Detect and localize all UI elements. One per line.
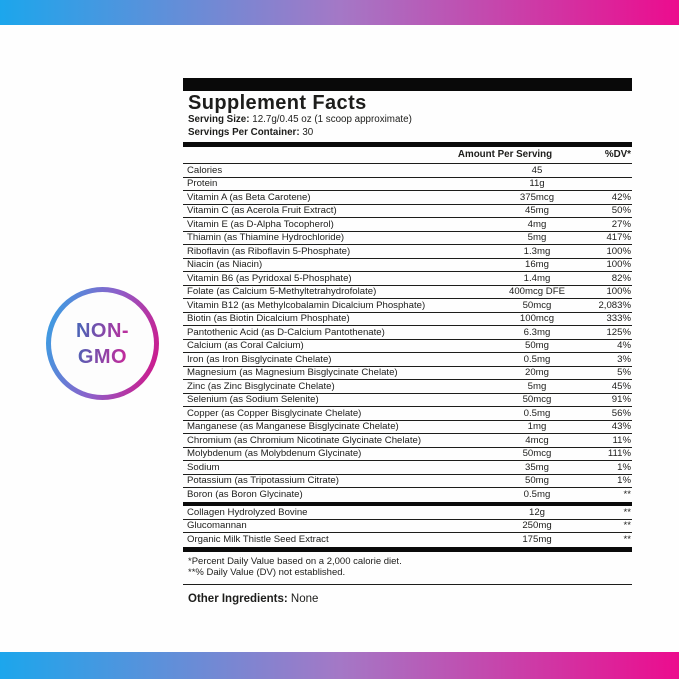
nutrient-amount: 1mg xyxy=(527,421,547,433)
nutrient-amount: 5mg xyxy=(527,380,547,392)
nutrient-name: Iron (as Iron Bisglycinate Chelate) xyxy=(187,353,332,365)
nutrient-amount: 1.3mg xyxy=(523,245,551,257)
header-percent-dv: %DV* xyxy=(604,149,631,161)
panel-top-bar xyxy=(183,78,632,91)
nutrient-name: Glucomannan xyxy=(187,520,247,532)
nutrient-name: Riboflavin (as Riboflavin 5-Phosphate) xyxy=(187,245,351,257)
nutrient-dv: 45% xyxy=(611,380,631,392)
nutrient-amount: 375mcg xyxy=(519,191,555,203)
nutrient-name: Vitamin C (as Acerola Fruit Extract) xyxy=(187,205,337,217)
other-ingredients-label: Other Ingredients: xyxy=(188,592,288,605)
panel-title: Supplement Facts xyxy=(188,92,367,114)
nutrient-dv: 56% xyxy=(611,407,631,419)
nutrient-name: Protein xyxy=(187,178,218,190)
nutrient-amount: 5mg xyxy=(527,232,547,244)
nutrient-amount: 16mg xyxy=(525,259,549,271)
nutrient-amount: 0.5mg xyxy=(523,489,551,501)
table-row xyxy=(183,340,632,354)
supplement-facts-panel xyxy=(183,78,632,606)
nutrient-name: Calories xyxy=(187,164,223,176)
table-row xyxy=(183,218,632,232)
nutrient-dv: 111% xyxy=(607,448,631,460)
non-gmo-badge-inner xyxy=(51,292,154,395)
serving-size-label: Serving Size: xyxy=(188,114,250,125)
nutrient-name: Niacin (as Niacin) xyxy=(187,259,263,271)
footnote-not-established: **% Daily Value (DV) not established. xyxy=(188,567,346,578)
nutrient-rows xyxy=(183,164,632,502)
nutrient-name: Vitamin B6 (as Pyridoxal 5-Phosphate) xyxy=(187,272,352,284)
table-row xyxy=(183,232,632,246)
nutrient-name: Vitamin A (as Beta Carotene) xyxy=(187,191,311,203)
nutrient-amount: 175mg xyxy=(522,534,552,546)
nutrient-name: Thiamin (as Thiamine Hydrochloride) xyxy=(187,232,345,244)
nutrient-dv: 333% xyxy=(606,313,631,325)
table-header-row xyxy=(183,147,632,165)
nutrient-amount: 12g xyxy=(528,506,545,518)
nutrient-dv: 11% xyxy=(612,434,631,446)
badge-line2: GMO xyxy=(77,345,128,368)
nutrient-name: Manganese (as Manganese Bisglycinate Chelate) xyxy=(187,421,399,433)
table-row xyxy=(183,259,632,273)
nutrient-name: Boron (as Boron Glycinate) xyxy=(187,489,303,501)
footnote-dv: *Percent Daily Value based on a 2,000 calorie diet. xyxy=(188,555,402,567)
nutrient-dv: 100% xyxy=(606,245,631,257)
nutrient-name: Selenium (as Sodium Selenite) xyxy=(187,394,319,406)
nutrient-amount: 100mcg xyxy=(519,313,555,325)
nutrient-amount: 50mcg xyxy=(522,448,552,460)
table-row xyxy=(183,205,632,219)
table-row xyxy=(183,313,632,327)
nutrient-dv: 43% xyxy=(611,421,631,433)
nutrient-dv: 50% xyxy=(611,205,631,217)
nutrient-name: Copper (as Copper Bisglycinate Chelate) xyxy=(187,407,362,419)
nutrient-amount: 11g xyxy=(529,178,545,190)
table-row xyxy=(183,506,632,520)
nutrient-name: Sodium xyxy=(187,461,220,473)
nutrient-dv: 1% xyxy=(617,475,631,487)
nutrient-amount: 20mg xyxy=(525,367,549,379)
nutrient-amount: 6.3mg xyxy=(523,326,551,338)
nutrient-name: Zinc (as Zinc Bisglycinate Chelate) xyxy=(187,380,335,392)
nutrient-name: Calcium (as Coral Calcium) xyxy=(187,340,304,352)
table-row xyxy=(183,380,632,394)
nutrient-dv: ** xyxy=(623,506,631,518)
nutrient-name: Folate (as Calcium 5-Methyltetrahydrofolate) xyxy=(187,286,377,298)
table-row xyxy=(183,191,632,205)
nutrient-dv: 100% xyxy=(606,286,631,298)
nutrient-dv: 2,083% xyxy=(598,299,631,311)
nutrient-dv: 5% xyxy=(617,367,631,379)
nutrient-amount: 45mg xyxy=(525,205,549,217)
nutrient-amount: 0.5mg xyxy=(523,407,551,419)
nutrient-name: Molybdenum (as Molybdenum Glycinate) xyxy=(187,448,362,460)
table-row xyxy=(183,326,632,340)
nutrient-amount: 50mcg xyxy=(522,394,552,406)
table-row xyxy=(183,448,632,462)
non-gmo-badge-text xyxy=(76,318,129,370)
table-row xyxy=(183,245,632,259)
table-row xyxy=(183,272,632,286)
nutrient-amount: 400mcg DFE xyxy=(509,286,565,298)
table-row xyxy=(183,533,632,547)
nutrient-dv: ** xyxy=(623,489,631,501)
serving-size-line xyxy=(183,114,632,127)
serving-size-value: 12.7g/0.45 oz (1 scoop approximate) xyxy=(252,114,412,125)
nutrient-amount: 50mg xyxy=(525,475,549,487)
servings-label: Servings Per Container: xyxy=(188,126,300,138)
table-row xyxy=(183,353,632,367)
nutrient-name: Biotin (as Biotin Dicalcium Phosphate) xyxy=(187,313,350,325)
extra-rows xyxy=(183,506,632,547)
nutrient-dv: ** xyxy=(623,520,631,532)
table-row xyxy=(183,434,632,448)
nutrient-dv: 100% xyxy=(606,259,631,271)
nutrient-name: Magnesium (as Magnesium Bisglycinate Chelate) xyxy=(187,367,398,379)
servings-per-container-line xyxy=(183,127,632,140)
nutrient-name: Collagen Hydrolyzed Bovine xyxy=(187,506,308,518)
footnotes xyxy=(183,552,632,579)
non-gmo-badge xyxy=(46,287,159,400)
nutrient-dv: 417% xyxy=(606,232,631,244)
nutrient-amount: 4mcg xyxy=(525,434,549,446)
nutrient-amount: 45 xyxy=(531,164,543,176)
table-row xyxy=(183,520,632,534)
nutrient-name: Vitamin B12 (as Methylcobalamin Dicalcium Phosphate) xyxy=(187,299,426,311)
nutrient-dv: 1% xyxy=(617,461,631,473)
nutrient-amount: 0.5mg xyxy=(523,353,551,365)
top-gradient-bar xyxy=(0,0,679,25)
nutrient-amount: 35mg xyxy=(525,461,549,473)
nutrient-amount: 50mg xyxy=(525,340,549,352)
table-row xyxy=(183,286,632,300)
nutrient-amount: 1.4mg xyxy=(523,272,551,284)
nutrient-name: Vitamin E (as D-Alpha Tocopherol) xyxy=(187,218,334,230)
table-row xyxy=(183,421,632,435)
nutrient-name: Potassium (as Tripotassium Citrate) xyxy=(187,475,339,487)
nutrient-dv: 91% xyxy=(611,394,631,406)
table-row xyxy=(183,367,632,381)
table-row xyxy=(183,178,632,192)
nutrient-name: Organic Milk Thistle Seed Extract xyxy=(187,534,329,546)
table-row xyxy=(183,164,632,178)
nutrient-dv: 82% xyxy=(611,272,631,284)
table-row xyxy=(183,461,632,475)
servings-value: 30 xyxy=(302,126,314,138)
nutrient-name: Chromium (as Chromium Nicotinate Glycinate Chelate) xyxy=(187,434,422,446)
nutrient-amount: 250mg xyxy=(522,520,552,532)
header-amount-per-serving: Amount Per Serving xyxy=(457,149,553,161)
table-row xyxy=(183,488,632,502)
table-row xyxy=(183,407,632,421)
nutrient-dv: ** xyxy=(623,534,631,546)
nutrient-dv: 4% xyxy=(617,340,631,352)
table-row xyxy=(183,394,632,408)
table-row xyxy=(183,475,632,489)
table-row xyxy=(183,299,632,313)
nutrient-dv: 27% xyxy=(611,218,631,230)
nutrient-name: Pantothenic Acid (as D-Calcium Pantothenate) xyxy=(187,326,385,338)
bottom-gradient-bar xyxy=(0,652,679,679)
nutrient-amount: 50mcg xyxy=(522,299,552,311)
other-ingredients-value: None xyxy=(290,592,319,605)
nutrient-dv: 42% xyxy=(611,191,631,203)
nutrient-dv: 3% xyxy=(617,353,631,365)
badge-line1: NON- xyxy=(75,319,130,342)
nutrient-dv: 125% xyxy=(606,326,631,338)
nutrient-amount: 4mg xyxy=(527,218,547,230)
other-ingredients-line xyxy=(183,584,632,606)
